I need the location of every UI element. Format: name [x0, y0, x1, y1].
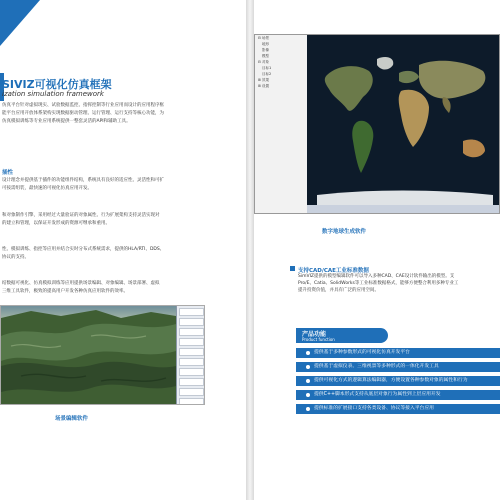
cad-desc-line: Pro/E、Catia、SolidWorks等工业标准数据格式，能够方便整合利用多种专业工	[298, 281, 459, 286]
panel-row	[179, 378, 204, 386]
tree-item: 模型	[262, 54, 269, 58]
bullet-dot-icon	[306, 351, 310, 355]
cad-description	[298, 273, 498, 294]
section-title: SIVIZ可视化仿真框架	[2, 78, 112, 91]
cad-section-title: 支持CAD/CAE工业标准数据	[298, 268, 369, 274]
function-text: 提供C++脚本形式支持从底层对象行为属性到上层应用开发	[314, 392, 441, 397]
intro-line: 能平台应用开放体系架构实现数据驱动管理、运行管理、运行支持等核心功能，为	[2, 111, 164, 116]
section-subtitle: ization simulation framework	[2, 90, 104, 98]
view-status-strip	[307, 205, 499, 213]
bullet-dot-icon	[306, 379, 310, 383]
tree-item: ⊞ 设置	[258, 84, 270, 88]
panel-row	[179, 358, 204, 366]
tree-item: 影像	[262, 48, 269, 52]
feature-line: 可按需组装，最快速的可视化仿真应用开发。	[2, 186, 92, 191]
function-item	[296, 376, 500, 386]
product-function-title: 产品功能	[302, 331, 327, 338]
function-item	[296, 390, 500, 400]
cad-desc-line: 提升投资价值，并具有广泛的应用空间。	[298, 288, 379, 293]
function-text: 提供基于虚拟仪表、三维视景等多种形式的一体化开发工具	[314, 364, 439, 369]
property-panel	[176, 306, 205, 405]
bullet-dot-icon	[306, 407, 310, 411]
scene-tree	[255, 35, 308, 213]
bullet-dot-icon	[306, 393, 310, 397]
panel-row	[179, 338, 204, 346]
tree-item: ⊟ 场景	[258, 36, 270, 40]
corner-triangle	[0, 0, 40, 46]
feature-line: 的建立和管理，以保证开发形成的资源可继承和重用。	[2, 221, 110, 226]
function-item	[296, 348, 500, 358]
right-page	[254, 0, 500, 500]
tree-item: ⊟ 对象	[258, 60, 270, 64]
product-function-subtitle: Product function	[302, 336, 335, 342]
feature-line: 结数据可视化、仿真模拟训练等应用提供场景编辑、对象编辑、场景部署、虚拟	[2, 281, 160, 286]
tree-item: ⊞ 效果	[258, 78, 270, 82]
function-item	[296, 362, 500, 372]
intro-line: 仿真模拟训练等专业应用系统提供一整套灵活的API和辅助工具。	[2, 119, 131, 124]
feature-line: 性、模拟训练、指控等应用并结合实时分布式系统需求，提供的HLA/RTI、DDS、	[2, 247, 165, 252]
terrain-image	[1, 306, 176, 405]
function-text: 提供标准的扩展接口支持各类设备、协议等接入平台应用	[314, 406, 434, 411]
feature-line: 和对象制作引擎，采用经过大量验证的对象属性、行为扩展架构支持灵活实现对	[2, 213, 160, 218]
tree-item: 地形	[262, 42, 269, 46]
feature-line: 设计理念并提供基于插件的功能组件结构，系统具有良好的适应性、灵活性和可扩	[2, 178, 164, 183]
cad-desc-line: SimVIZ提供的模型编辑软件可以导入多种CAD、CAE设计软件输出的模型。支	[298, 274, 455, 279]
product-function-badge	[296, 328, 388, 343]
scene-editor-screenshot	[0, 305, 205, 405]
feature-title: 插性	[2, 170, 14, 176]
square-bullet-icon	[290, 266, 295, 271]
function-text: 提供基于多种参数形式的可视化仿真开发平台	[314, 350, 410, 355]
function-text: 提供可视化方式的逻辑算法编辑器，方便设置各种参数对象的属性和行为	[314, 378, 468, 383]
tree-item: 目标2	[262, 72, 272, 76]
panel-row	[179, 318, 204, 326]
scene-editor-caption: 场景编辑软件	[55, 416, 89, 422]
tree-item: 目标1	[262, 66, 272, 70]
panel-row	[179, 398, 204, 405]
left-page	[0, 0, 246, 500]
digital-earth-screenshot	[254, 34, 500, 214]
function-item	[296, 404, 500, 414]
panel-row	[179, 368, 204, 376]
panel-row	[179, 308, 204, 316]
intro-line: 仿真平台针对虚拟现实、试验数据监控、指挥控制等行业应用而设计的应用程序框	[2, 103, 164, 108]
panel-row	[179, 348, 204, 356]
bullet-dot-icon	[306, 365, 310, 369]
panel-row	[179, 388, 204, 396]
feature-line: 三维工具软件，极致的提高用户开发各种仿真应用软件的效率。	[2, 289, 128, 294]
panel-row	[179, 328, 204, 336]
page-gutter	[246, 0, 254, 500]
digital-earth-caption: 数字地球生成软件	[322, 229, 367, 235]
world-map-image	[307, 35, 499, 213]
feature-line: 协议的支持。	[2, 255, 29, 260]
